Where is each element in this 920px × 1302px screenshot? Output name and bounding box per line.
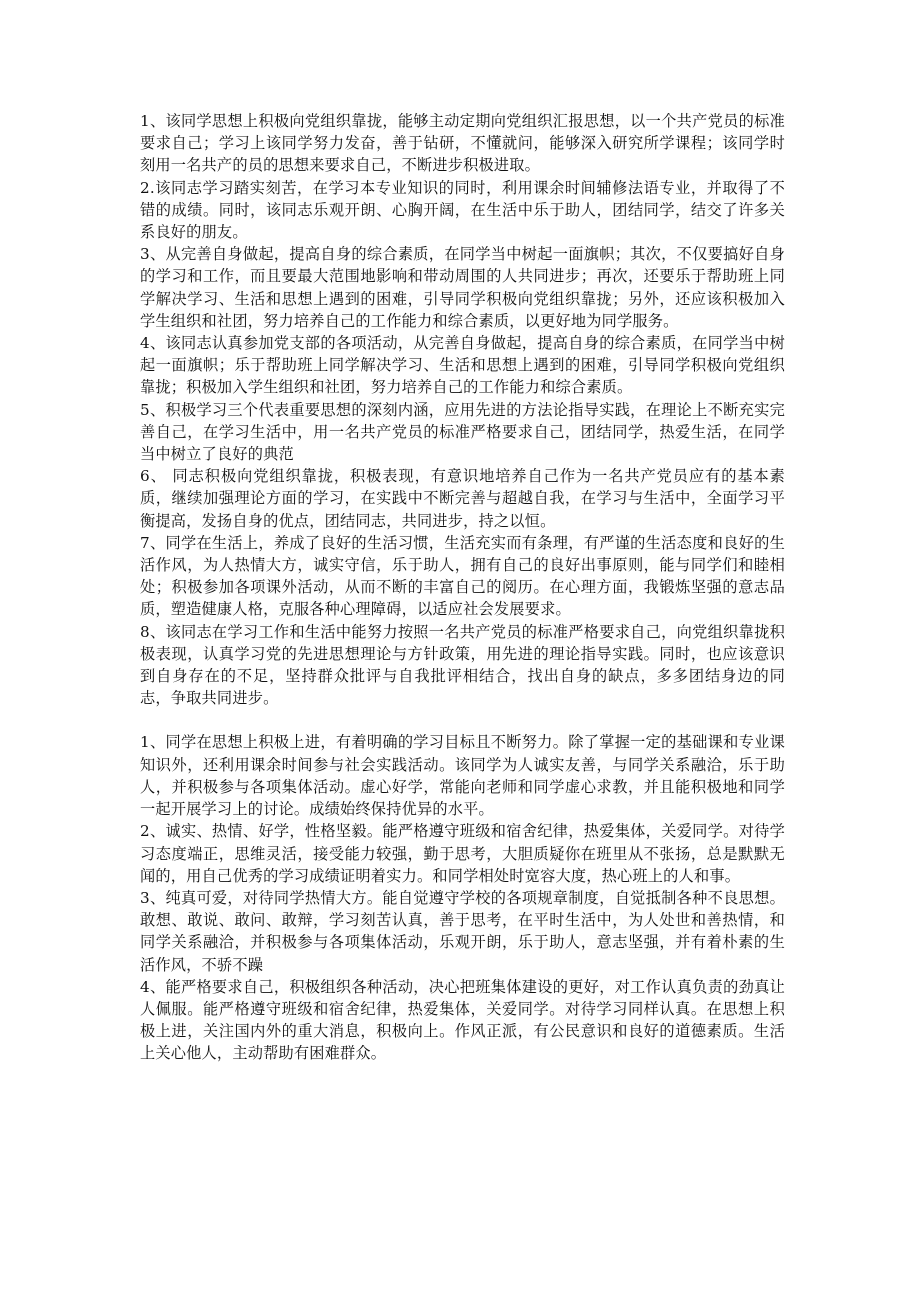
section-2 bbox=[140, 731, 785, 1064]
paragraph-2-1: 1、同学在思想上积极上进，有着明确的学习目标且不断努力。除了掌握一定的基础课和专业课知识外，还利用课余时间参与社会实践活动。该同学为人诚实友善，与同学关系融洽，乐于助人，并积极参与各项集体活动。虚心好学，常能向老师和同学虚心求教，并且能积极地和同学一起开展学习上的讨论。成绩始终保持优异的水平。 bbox=[140, 733, 785, 819]
paragraph-2-2: 2、诚实、热情、好学，性格坚毅。能严格遵守班级和宿舍纪律，热爱集体，关爱同学。对待学习态度端正，思维灵活，接受能力较强，勤于思考，大胆质疑你在班里从不张扬，总是默默无闻的，用自己优秀的学习成绩证明着实力。和同学相处时宽容大度，热心班上的人和事。 bbox=[140, 822, 785, 885]
paragraph-1-8: 8、该同志在学习工作和生活中能努力按照一名共产党员的标准严格要求自己，向党组织靠拢积极表现，认真学习党的先进思想理论与方针政策，用先进的理论指导实践。同时，也应该意识到自身存在的不足，坚持群众批评与自我批评相结合，找出自身的缺点，多多团结身边的同志，争取共同进步。 bbox=[140, 622, 785, 708]
paragraph-1-4: 4、该同志认真参加党支部的各项活动，从完善自身做起，提高自身的综合素质，在同学当中树起一面旗帜；乐于帮助班上同学解决学习、生活和思想上遇到的困难，引导同学积极向党组织靠拢；积极加入学生组织和社团，努力培养自己的工作能力和综合素质。 bbox=[140, 334, 785, 397]
paragraph-1-5: 5、积极学习三个代表重要思想的深刻内涵，应用先进的方法论指导实践，在理论上不断充实完善自己，在学习生活中，用一名共产党员的标准严格要求自己，团结同学，热爱生活，在同学当中树立了良好的典范 bbox=[140, 400, 785, 464]
paragraph-1-2: 2.该同志学习踏实刻苦，在学习本专业知识的同时，利用课余时间辅修法语专业，并取得了不错的成绩。同时，该同志乐观开朗、心胸开阔，在生活中乐于助人，团结同学，结交了许多关系良好的朋友。 bbox=[140, 178, 785, 242]
paragraph-1-3: 3、从完善自身做起，提高自身的综合素质，在同学当中树起一面旗帜；其次，不仅要搞好自身的学习和工作，而且要最大范围地影响和带动周围的人共同进步；再次，还要乐于帮助班上同学解决学习、生活和思想上遇到的困难，引导同学积极向党组织靠拢；另外，还应该积极加入学生组织和社团，努力培养自己的工作能力和综合素质，以更好地为同学服务。 bbox=[140, 245, 785, 330]
paragraph-1-1: 1、该同学思想上积极向党组织靠拢，能够主动定期向党组织汇报思想，以一个共产党员的标准要求自己；学习上该同学努力发奋，善于钻研，不懂就问，能够深入研究所学课程；该同学时刻用一名共产的员的思想来要求自己，不断进步积极进取。 bbox=[140, 112, 785, 175]
document-body bbox=[140, 110, 785, 1065]
paragraph-2-3: 3、纯真可爱，对待同学热情大方。能自觉遵守学校的各项规章制度，自觉抵制各种不良思想。敢想、敢说、敢问、敢辩，学习刻苦认真，善于思考，在平时生活中，为人处世和善热情，和同学关系融洽，并积极参与各项集体活动，乐观开朗，乐于助人，意志坚强，并有着朴素的生活作风，不骄不躁 bbox=[140, 888, 785, 974]
paragraph-2-4: 4、能严格要求自己，积极组织各种活动，决心把班集体建设的更好，对工作认真负责的劲真让人佩服。能严格遵守班级和宿舍纪律，热爱集体，关爱同学。对待学习同样认真。在思想上积极上进，关注国内外的重大消息，积极向上。作风正派，有公民意识和良好的道德素质。生活上关心他人，主动帮助有困难群众。 bbox=[140, 977, 785, 1063]
section-1 bbox=[140, 110, 785, 709]
paragraph-1-6: 6、 同志积极向党组织靠拢，积极表现，有意识地培养自己作为一名共产党员应有的基本素质，继续加强理论方面的学习，在实践中不断完善与超越自我，在学习与生活中，全面学习平衡提高，发扬自身的优点，团结同志，共同进步，持之以恒。 bbox=[140, 467, 785, 530]
paragraph-1-7: 7、同学在生活上，养成了良好的生活习惯，生活充实而有条理，有严谨的生活态度和良好的生活作风，为人热情大方，诚实守信，乐于助人，拥有自己的良好出事原则，能与同学们和睦相处；积极参加各项课外活动，从而不断的丰富自己的阅历。在心理方面，我锻炼坚强的意志品质，塑造健康人格，克服各种心理障碍，以适应社会发展要求。 bbox=[140, 533, 785, 619]
